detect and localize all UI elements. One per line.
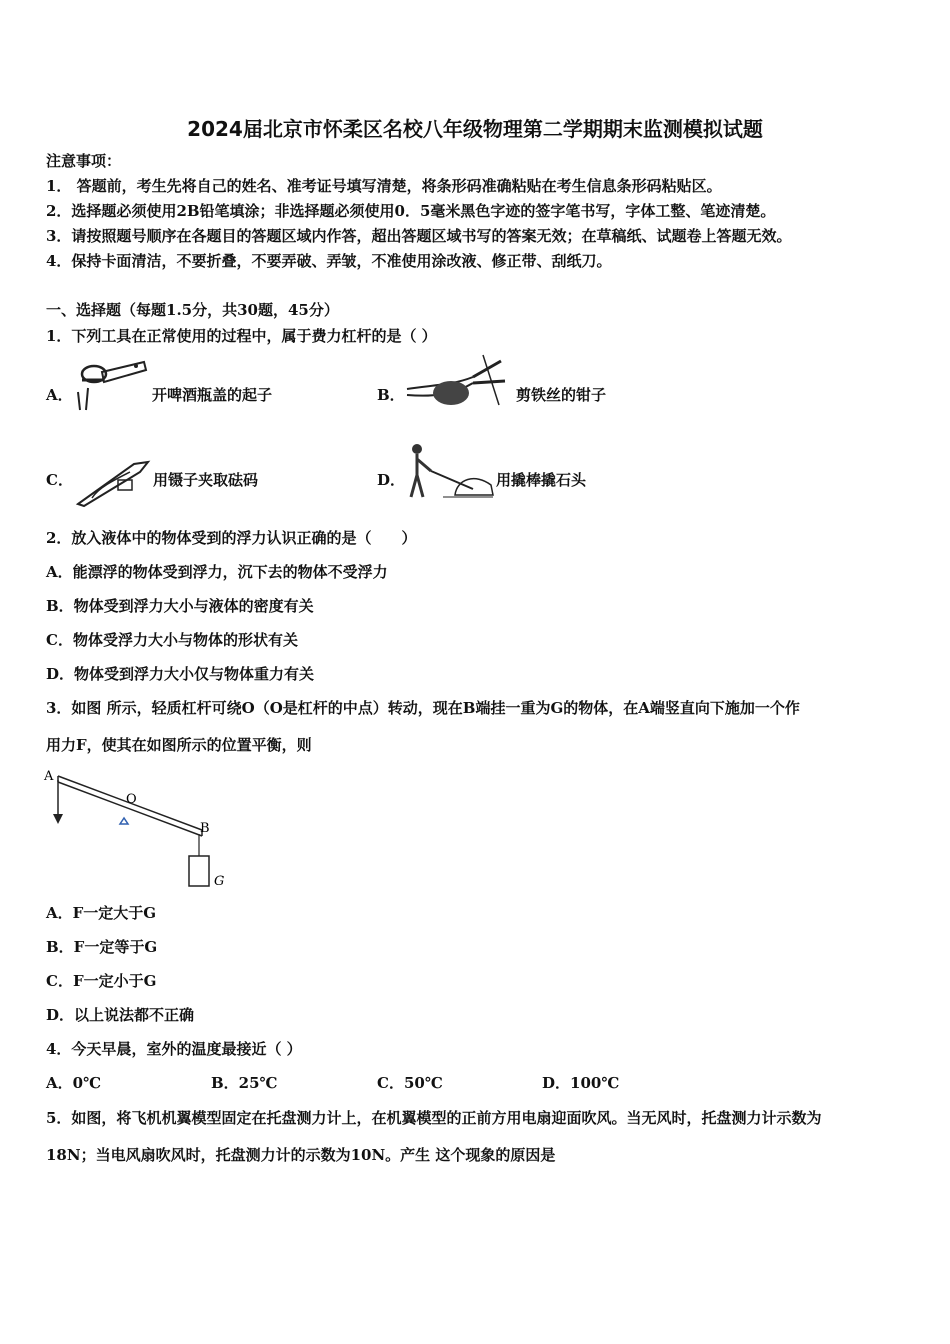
option-text: 开啤酒瓶盖的起子 xyxy=(152,386,273,404)
notice-item: 3．请按照题号顺序在各题目的答题区域内作答，超出答题区域书写的答案无效；在草稿纸、试题卷上答题无效。 xyxy=(46,227,792,245)
question-1-stem: 1．下列工具在正常使用的过程中，属于费力杠杆的是（ ） xyxy=(46,327,437,345)
section-heading: 一、选择题（每题1.5分，共30题，45分） xyxy=(46,301,339,319)
question-3-stem: 3．如图 所示，轻质杠杆可绕O（O是杠杆的中点）转动，现在B端挂一重为G的物体，在A端竖直向下施加一个作 xyxy=(46,699,800,717)
option-text: D．以上说法都不正确 xyxy=(46,1006,195,1024)
pliers-icon xyxy=(403,355,511,413)
notice-item: 4．保持卡面清洁，不要折叠，不要弄破、弄皱，不准使用涂改液、修正带、刮纸刀。 xyxy=(46,252,612,270)
option-text: D．物体受到浮力大小仅与物体重力有关 xyxy=(46,665,315,683)
option-text: 用镊子夹取砝码 xyxy=(153,471,259,489)
question-2-stem: 2．放入液体中的物体受到的浮力认识正确的是（ ） xyxy=(46,529,417,547)
option-text: A．0℃ xyxy=(46,1074,102,1092)
option-letter: D． xyxy=(377,471,406,489)
notice-heading: 注意事项： xyxy=(46,152,122,170)
option-text: D．100℃ xyxy=(542,1074,620,1092)
option-letter: A． xyxy=(46,386,73,404)
crowbar-icon xyxy=(403,443,495,501)
option-text: C．50℃ xyxy=(377,1074,443,1092)
question-5-stem: 5．如图，将飞机机翼模型固定在托盘测力计上，在机翼模型的正前方用电扇迎面吹风。当无风时，托盘测力计示数为 xyxy=(46,1109,822,1127)
question-4-stem: 4．今天早晨，室外的温度最接近（ ） xyxy=(46,1040,302,1058)
option-text: A．能漂浮的物体受到浮力，沉下去的物体不受浮力 xyxy=(46,563,388,581)
option-letter: C． xyxy=(46,471,73,489)
option-text: 用撬棒撬石头 xyxy=(496,471,587,489)
page-title: 2024届北京市怀柔区名校八年级物理第二学期期末监测模拟试题 xyxy=(187,117,763,141)
option-text: A．F一定大于G xyxy=(46,904,157,922)
option-text: B．25℃ xyxy=(211,1074,278,1092)
question-3-stem: 用力F，使其在如图所示的位置平衡，则 xyxy=(46,736,312,754)
notice-item: 1． 答题前，考生先将自己的姓名、准考证号填写清楚，将条形码准确粘贴在考生信息条形码粘贴区。 xyxy=(46,177,722,195)
weight-g-label: G xyxy=(214,874,225,889)
option-text: B．F一定等于G xyxy=(46,938,158,956)
option-text: 剪铁丝的钳子 xyxy=(516,386,607,404)
lever-figure xyxy=(42,768,242,893)
bottle-opener-icon xyxy=(74,358,148,414)
option-text: C．F一定小于G xyxy=(46,972,157,990)
option-text: B．物体受到浮力大小与液体的密度有关 xyxy=(46,597,314,615)
point-b-label: B xyxy=(200,821,210,836)
option-text: C．物体受浮力大小与物体的形状有关 xyxy=(46,631,298,649)
tweezers-icon xyxy=(74,458,152,508)
question-5-stem: 18N；当电风扇吹风时，托盘测力计的示数为10N。产生 这个现象的原因是 xyxy=(46,1146,556,1164)
point-o-label: O xyxy=(126,792,137,807)
point-a-label: A xyxy=(44,769,54,784)
notice-item: 2．选择题必须使用2B铅笔填涂；非选择题必须使用0．5毫米黑色字迹的签字笔书写，字体工整、笔迹清楚。 xyxy=(46,202,776,220)
option-letter: B． xyxy=(377,386,405,404)
